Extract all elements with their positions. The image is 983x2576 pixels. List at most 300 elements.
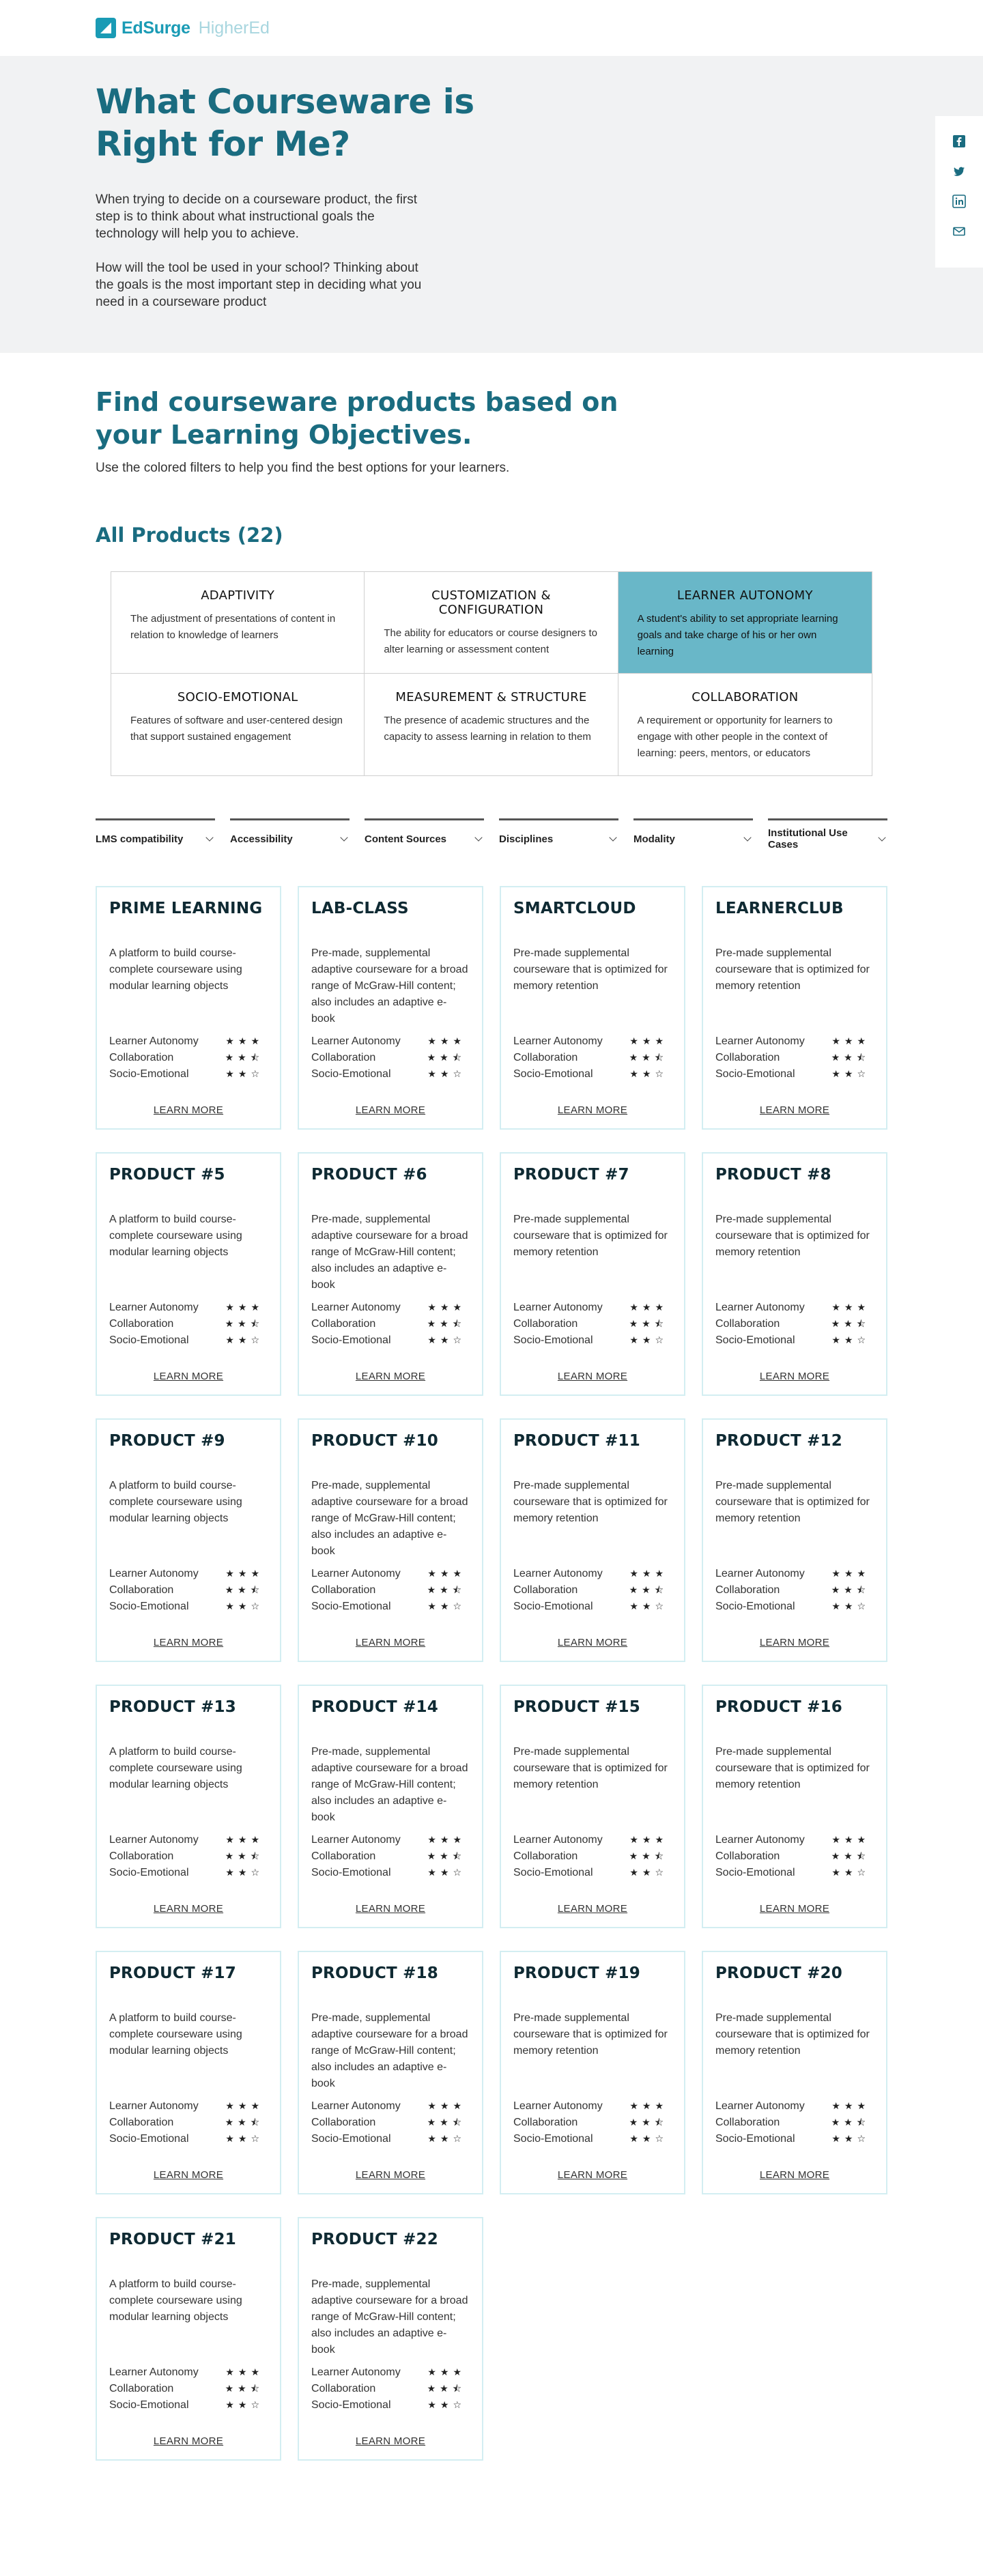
rating-label: Collaboration — [109, 1850, 174, 1862]
rating-label: Collaboration — [715, 1584, 780, 1596]
star-rating-icon: ★★☆ — [427, 1335, 466, 1346]
rating-label: Learner Autonomy — [109, 1035, 199, 1047]
filter-socio-emotional[interactable] — [111, 674, 365, 775]
product-card — [298, 2217, 483, 2461]
logo-name: EdSurge — [122, 18, 190, 38]
rating-learner-autonomy — [513, 2098, 668, 2115]
learn-more-link[interactable]: LEARN MORE — [153, 1903, 224, 1915]
filter-name: MEASUREMENT & STRUCTURE — [395, 690, 587, 704]
product-description: A platform to build course-complete courseware using modular learning objects — [109, 2012, 242, 2057]
rating-collaboration — [715, 1582, 870, 1599]
chevron-down-icon — [474, 833, 482, 841]
rating-learner-autonomy — [311, 1300, 466, 1316]
rating-label: Collaboration — [311, 1584, 376, 1596]
product-description: A platform to build course-complete courseware using modular learning objects — [109, 1214, 242, 1258]
rating-label: Socio-Emotional — [513, 1601, 593, 1612]
product-card — [500, 1418, 685, 1662]
dropdown-label: Content Sources — [365, 833, 447, 845]
learn-more-link[interactable]: LEARN MORE — [759, 1637, 830, 1648]
product-ratings — [311, 1300, 466, 1349]
learn-more-link[interactable]: LEARN MORE — [557, 1637, 628, 1648]
rating-learner-autonomy — [109, 1832, 263, 1848]
rating-collaboration — [311, 1582, 466, 1599]
rating-learner-autonomy — [513, 1300, 668, 1316]
product-ratings — [109, 1566, 263, 1615]
product-title: PRODUCT #7 — [513, 1166, 629, 1184]
rating-collaboration — [109, 2115, 263, 2131]
dropdown-label: Disciplines — [499, 833, 554, 845]
star-rating-icon: ★★⯪ — [629, 1585, 668, 1596]
product-title: PRODUCT #16 — [715, 1698, 842, 1716]
rating-label: Learner Autonomy — [311, 1302, 401, 1313]
filter-name: LEARNER AUTONOMY — [676, 588, 813, 603]
star-rating-icon: ★★☆ — [225, 1601, 263, 1612]
rating-learner-autonomy — [311, 1832, 466, 1848]
learn-more-link[interactable]: LEARN MORE — [153, 2435, 224, 2447]
product-ratings — [109, 1832, 263, 1881]
product-description: Pre-made supplemental courseware that is optimized for memory retention — [715, 1214, 870, 1258]
rating-label: Collaboration — [513, 1052, 578, 1063]
star-rating-icon: ★★⯪ — [427, 1851, 466, 1862]
learn-more-link[interactable]: LEARN MORE — [153, 1637, 224, 1648]
star-rating-icon: ★★★ — [831, 1569, 870, 1579]
product-title: PRODUCT #21 — [109, 2231, 236, 2248]
rating-learner-autonomy — [715, 1832, 870, 1848]
rating-label: Learner Autonomy — [109, 2100, 199, 2112]
product-title: PRODUCT #12 — [715, 1432, 842, 1450]
star-rating-icon: ★★★ — [427, 1302, 466, 1313]
dropdown-modality[interactable] — [633, 818, 753, 850]
rating-label: Learner Autonomy — [513, 1834, 603, 1846]
product-card — [702, 886, 887, 1130]
filter-name: SOCIO-EMOTIONAL — [177, 690, 298, 704]
product-card — [96, 1685, 281, 1928]
rating-collaboration — [311, 2381, 466, 2397]
learn-more-link[interactable]: LEARN MORE — [557, 2169, 628, 2181]
rating-collaboration — [311, 1316, 466, 1332]
product-card — [96, 2217, 281, 2461]
product-description: Pre-made supplemental courseware that is optimized for memory retention — [715, 1746, 870, 1790]
chevron-down-icon — [743, 833, 751, 841]
product-description: Pre-made supplemental courseware that is optimized for memory retention — [715, 2012, 870, 2057]
dropdown-content-sources[interactable] — [365, 818, 484, 850]
star-rating-icon: ★★★ — [629, 1036, 668, 1047]
rating-label: Learner Autonomy — [109, 2366, 199, 2378]
rating-label: Socio-Emotional — [513, 2133, 593, 2145]
product-description: A platform to build course-complete courseware using modular learning objects — [109, 1480, 242, 1524]
filter-description: A requirement or opportunity for learners to engage with other people in the context of learning: peers, mentors, or educators — [637, 715, 833, 759]
star-rating-icon: ★★⯪ — [427, 2117, 466, 2128]
learn-more-link[interactable]: LEARN MORE — [759, 2169, 830, 2181]
rating-label: Learner Autonomy — [311, 2366, 401, 2378]
filter-adaptivity[interactable] — [111, 572, 365, 674]
learn-more-link[interactable]: LEARN MORE — [355, 1104, 426, 1116]
rating-collaboration — [109, 1316, 263, 1332]
edsurge-logo-icon — [96, 18, 116, 38]
star-rating-icon: ★★★ — [427, 2101, 466, 2112]
product-description: Pre-made supplemental courseware that is optimized for memory retention — [513, 1746, 668, 1790]
rating-socio-emotional — [715, 2131, 870, 2147]
product-description: Pre-made supplemental courseware that is optimized for memory retention — [715, 1480, 870, 1524]
rating-label: Collaboration — [715, 2117, 780, 2128]
product-card — [500, 886, 685, 1130]
hero-paragraph-1: When trying to decide on a courseware product, the first step is to think about what instructional goals the technology will help you to achieve. — [96, 192, 418, 241]
product-title: PRODUCT #20 — [715, 1964, 842, 1982]
learn-more-link[interactable]: LEARN MORE — [355, 2169, 426, 2181]
product-title: LEARNERCLUB — [715, 900, 844, 917]
product-ratings — [715, 2098, 870, 2147]
rating-label: Collaboration — [109, 1318, 174, 1330]
product-card — [96, 1152, 281, 1396]
star-rating-icon: ★★★ — [629, 1569, 668, 1579]
product-grid — [96, 886, 889, 2461]
product-title: PRODUCT #17 — [109, 1964, 236, 1982]
rating-socio-emotional — [513, 1865, 668, 1881]
rating-socio-emotional — [109, 1599, 263, 1615]
rating-label: Collaboration — [311, 1318, 376, 1330]
learn-more-link[interactable]: LEARN MORE — [759, 1903, 830, 1915]
product-ratings — [513, 1566, 668, 1615]
rating-label: Collaboration — [513, 1318, 578, 1330]
product-ratings — [109, 1033, 263, 1083]
product-card — [298, 1951, 483, 2194]
star-rating-icon: ★★☆ — [831, 2134, 870, 2145]
star-rating-icon: ★★☆ — [225, 2134, 263, 2145]
rating-socio-emotional — [109, 1332, 263, 1349]
star-rating-icon: ★★☆ — [225, 1335, 263, 1346]
product-title: PRODUCT #14 — [311, 1698, 438, 1716]
star-rating-icon: ★★★ — [225, 1569, 263, 1579]
product-description: A platform to build course-complete courseware using modular learning objects — [109, 947, 242, 992]
learn-more-link[interactable]: LEARN MORE — [355, 1903, 426, 1915]
learn-more-link[interactable]: LEARN MORE — [355, 1371, 426, 1382]
star-rating-icon: ★★☆ — [831, 1867, 870, 1878]
rating-learner-autonomy — [513, 1566, 668, 1582]
product-title: PRODUCT #6 — [311, 1166, 427, 1184]
rating-label: Socio-Emotional — [311, 1867, 391, 1878]
rating-label: Learner Autonomy — [715, 1302, 805, 1313]
rating-label: Collaboration — [109, 2383, 174, 2394]
rating-label: Socio-Emotional — [109, 1334, 189, 1346]
star-rating-icon: ★★★ — [225, 2367, 263, 2378]
rating-learner-autonomy — [311, 1033, 466, 1050]
dropdown-disciplines[interactable] — [499, 818, 618, 850]
rating-learner-autonomy — [109, 1033, 263, 1050]
rating-label: Socio-Emotional — [311, 2133, 391, 2145]
filter-description: The presence of academic structures and the capacity to assess learning in relation to them — [384, 715, 591, 743]
star-rating-icon: ★★☆ — [629, 2134, 668, 2145]
star-rating-icon: ★★☆ — [427, 1601, 466, 1612]
rating-collaboration — [715, 1050, 870, 1066]
star-rating-icon: ★★☆ — [225, 1867, 263, 1878]
product-description: Pre-made, supplemental adaptive courseware for a broad range of McGraw-Hill content; also includes an adaptive e-book — [311, 947, 468, 1025]
rating-label: Learner Autonomy — [715, 1568, 805, 1579]
rating-label: Collaboration — [513, 1850, 578, 1862]
star-rating-icon: ★★☆ — [427, 1867, 466, 1878]
filter-customization-configuration[interactable] — [365, 572, 618, 674]
star-rating-icon: ★★⯪ — [225, 1585, 263, 1596]
star-rating-icon: ★★★ — [427, 1569, 466, 1579]
rating-learner-autonomy — [311, 1566, 466, 1582]
rating-label: Learner Autonomy — [311, 2100, 401, 2112]
rating-learner-autonomy — [715, 2098, 870, 2115]
product-card — [298, 1152, 483, 1396]
star-rating-icon: ★★⯪ — [629, 2117, 668, 2128]
rating-learner-autonomy — [513, 1832, 668, 1848]
product-card — [702, 1685, 887, 1928]
product-ratings — [311, 1033, 466, 1083]
star-rating-icon: ★★⯪ — [629, 1053, 668, 1063]
filter-description: A student's ability to set appropriate learning goals and take charge of his or her own learning — [637, 613, 838, 657]
rating-label: Collaboration — [513, 2117, 578, 2128]
star-rating-icon: ★★★ — [225, 1302, 263, 1313]
rating-learner-autonomy — [715, 1566, 870, 1582]
product-ratings — [513, 2098, 668, 2147]
star-rating-icon: ★★☆ — [427, 2134, 466, 2145]
filter-collaboration[interactable] — [618, 674, 872, 775]
email-icon[interactable] — [952, 224, 967, 239]
rating-label: Learner Autonomy — [513, 2100, 603, 2112]
learn-more-link[interactable]: LEARN MORE — [557, 1903, 628, 1915]
product-ratings — [715, 1566, 870, 1615]
product-ratings — [311, 1832, 466, 1881]
star-rating-icon: ★★⯪ — [629, 1319, 668, 1330]
rating-label: Socio-Emotional — [513, 1068, 593, 1080]
rating-learner-autonomy — [715, 1300, 870, 1316]
product-ratings — [311, 2098, 466, 2147]
star-rating-icon: ★★★ — [629, 2101, 668, 2112]
star-rating-icon: ★★⯪ — [225, 2384, 263, 2394]
rating-socio-emotional — [109, 1066, 263, 1083]
rating-socio-emotional — [715, 1599, 870, 1615]
product-ratings — [109, 2098, 263, 2147]
rating-label: Socio-Emotional — [715, 1334, 795, 1346]
star-rating-icon: ★★⯪ — [225, 1319, 263, 1330]
star-rating-icon: ★★★ — [831, 1302, 870, 1313]
filter-description: The ability for educators or course designers to alter learning or assessment content — [384, 627, 597, 655]
twitter-icon[interactable] — [952, 164, 967, 179]
product-ratings — [513, 1033, 668, 1083]
rating-label: Collaboration — [109, 1052, 174, 1063]
rating-socio-emotional — [513, 1066, 668, 1083]
dropdown-lms-compatibility[interactable] — [96, 818, 215, 850]
star-rating-icon: ★★☆ — [427, 2400, 466, 2411]
product-ratings — [715, 1033, 870, 1083]
star-rating-icon: ★★☆ — [629, 1867, 668, 1878]
learn-more-link[interactable]: LEARN MORE — [355, 2435, 426, 2447]
share-sidebar — [935, 116, 983, 268]
star-rating-icon: ★★⯪ — [831, 1585, 870, 1596]
rating-label: Socio-Emotional — [513, 1867, 593, 1878]
rating-collaboration — [513, 1582, 668, 1599]
product-ratings — [715, 1832, 870, 1881]
rating-label: Learner Autonomy — [109, 1302, 199, 1313]
filter-measurement-structure[interactable] — [365, 674, 618, 775]
product-card — [702, 1951, 887, 2194]
product-card — [500, 1685, 685, 1928]
product-ratings — [109, 1300, 263, 1349]
rating-label: Collaboration — [715, 1850, 780, 1862]
star-rating-icon: ★★★ — [427, 1036, 466, 1047]
product-description: Pre-made supplemental courseware that is optimized for memory retention — [513, 2012, 668, 2057]
rating-collaboration — [513, 2115, 668, 2131]
product-title: PRODUCT #9 — [109, 1432, 225, 1450]
objective-filter-grid — [111, 571, 872, 776]
rating-socio-emotional — [311, 2131, 466, 2147]
rating-socio-emotional — [109, 2397, 263, 2414]
star-rating-icon: ★★⯪ — [225, 1053, 263, 1063]
dropdown-label: LMS compatibility — [96, 833, 184, 845]
rating-socio-emotional — [311, 1332, 466, 1349]
product-card — [298, 1685, 483, 1928]
rating-learner-autonomy — [715, 1033, 870, 1050]
product-description: Pre-made, supplemental adaptive courseware for a broad range of McGraw-Hill content; also includes an adaptive e-book — [311, 1214, 468, 1291]
product-title: PRODUCT #22 — [311, 2231, 438, 2248]
rating-socio-emotional — [513, 1599, 668, 1615]
logo-subtitle: HigherEd — [198, 18, 270, 38]
product-ratings — [513, 1832, 668, 1881]
product-title: PRODUCT #19 — [513, 1964, 640, 1982]
learn-more-link[interactable]: LEARN MORE — [153, 2169, 224, 2181]
hero-title: What Courseware is Right for Me? — [96, 82, 474, 164]
edsurge-logo[interactable] — [96, 18, 270, 38]
rating-label: Socio-Emotional — [715, 1601, 795, 1612]
rating-label: Socio-Emotional — [715, 1867, 795, 1878]
product-description: Pre-made supplemental courseware that is optimized for memory retention — [715, 947, 870, 992]
rating-learner-autonomy — [109, 1300, 263, 1316]
rating-collaboration — [311, 1050, 466, 1066]
star-rating-icon: ★★☆ — [831, 1335, 870, 1346]
star-rating-icon: ★★☆ — [629, 1335, 668, 1346]
rating-label: Socio-Emotional — [715, 1068, 795, 1080]
facebook-icon[interactable] — [952, 134, 967, 149]
rating-collaboration — [715, 1316, 870, 1332]
chevron-down-icon — [340, 833, 347, 841]
filter-name: ADAPTIVITY — [201, 588, 275, 603]
product-card — [298, 1418, 483, 1662]
filter-description: Features of software and user-centered design that support sustained engagement — [130, 715, 343, 743]
product-card — [702, 1418, 887, 1662]
star-rating-icon: ★★☆ — [831, 1069, 870, 1080]
rating-socio-emotional — [513, 1332, 668, 1349]
learn-more-link[interactable]: LEARN MORE — [759, 1371, 830, 1382]
rating-socio-emotional — [513, 2131, 668, 2147]
learn-more-link[interactable]: LEARN MORE — [557, 1104, 628, 1116]
star-rating-icon: ★★⯪ — [427, 1585, 466, 1596]
star-rating-icon: ★★☆ — [225, 2400, 263, 2411]
rating-label: Socio-Emotional — [715, 2133, 795, 2145]
filter-learner-autonomy[interactable] — [618, 572, 872, 674]
product-card — [96, 1418, 281, 1662]
rating-label: Collaboration — [311, 1052, 376, 1063]
star-rating-icon: ★★⯪ — [831, 2117, 870, 2128]
rating-label: Socio-Emotional — [311, 1068, 391, 1080]
chevron-down-icon — [205, 833, 213, 841]
rating-label: Learner Autonomy — [109, 1568, 199, 1579]
rating-label: Collaboration — [715, 1318, 780, 1330]
star-rating-icon: ★★⯪ — [427, 2384, 466, 2394]
rating-label: Socio-Emotional — [109, 1601, 189, 1612]
rating-collaboration — [311, 1848, 466, 1865]
product-description: A platform to build course-complete courseware using modular learning objects — [109, 2278, 242, 2323]
filter-description: The adjustment of presentations of content in relation to knowledge of learners — [130, 613, 336, 641]
star-rating-icon: ★★☆ — [629, 1069, 668, 1080]
rating-label: Collaboration — [513, 1584, 578, 1596]
learn-more-link[interactable]: LEARN MORE — [355, 1637, 426, 1648]
product-description: A platform to build course-complete courseware using modular learning objects — [109, 1746, 242, 1790]
rating-label: Learner Autonomy — [715, 1035, 805, 1047]
rating-label: Collaboration — [311, 2117, 376, 2128]
linkedin-icon[interactable] — [952, 194, 967, 209]
dropdown-label: Institutional Use Cases — [768, 827, 848, 850]
rating-learner-autonomy — [109, 2364, 263, 2381]
learn-more-link[interactable]: LEARN MORE — [153, 1371, 224, 1382]
filter-name: COLLABORATION — [692, 690, 799, 704]
star-rating-icon: ★★★ — [225, 1835, 263, 1846]
rating-socio-emotional — [715, 1332, 870, 1349]
chevron-down-icon — [878, 833, 885, 841]
rating-socio-emotional — [311, 1599, 466, 1615]
rating-learner-autonomy — [109, 2098, 263, 2115]
product-ratings — [109, 2364, 263, 2414]
star-rating-icon: ★★⯪ — [225, 2117, 263, 2128]
star-rating-icon: ★★★ — [831, 2101, 870, 2112]
product-title: PRODUCT #18 — [311, 1964, 438, 1982]
learn-more-link[interactable]: LEARN MORE — [153, 1104, 224, 1116]
rating-label: Learner Autonomy — [513, 1302, 603, 1313]
rating-label: Socio-Emotional — [109, 1867, 189, 1878]
star-rating-icon: ★★★ — [629, 1835, 668, 1846]
rating-label: Socio-Emotional — [109, 2399, 189, 2411]
product-card — [96, 886, 281, 1130]
learn-more-link[interactable]: LEARN MORE — [557, 1371, 628, 1382]
dropdown-accessibility[interactable] — [230, 818, 350, 850]
rating-label: Socio-Emotional — [109, 1068, 189, 1080]
star-rating-icon: ★★⯪ — [629, 1851, 668, 1862]
product-ratings — [513, 1300, 668, 1349]
rating-label: Learner Autonomy — [715, 1834, 805, 1846]
rating-learner-autonomy — [109, 1566, 263, 1582]
product-card — [702, 1152, 887, 1396]
rating-collaboration — [109, 1582, 263, 1599]
rating-collaboration — [513, 1050, 668, 1066]
product-title: PRODUCT #15 — [513, 1698, 640, 1716]
rating-label: Socio-Emotional — [311, 1334, 391, 1346]
learn-more-link[interactable]: LEARN MORE — [759, 1104, 830, 1116]
star-rating-icon: ★★☆ — [225, 1069, 263, 1080]
rating-learner-autonomy — [513, 1033, 668, 1050]
all-products-heading: All Products (22) — [96, 524, 283, 547]
rating-label: Collaboration — [715, 1052, 780, 1063]
dropdown-institutional-use-cases[interactable] — [768, 818, 887, 850]
rating-label: Collaboration — [311, 1850, 376, 1862]
star-rating-icon: ★★☆ — [427, 1069, 466, 1080]
objectives-section — [0, 353, 983, 547]
rating-collaboration — [715, 1848, 870, 1865]
star-rating-icon: ★★★ — [427, 2367, 466, 2378]
product-description: Pre-made supplemental courseware that is optimized for memory retention — [513, 1480, 668, 1524]
product-ratings — [311, 2364, 466, 2414]
rating-collaboration — [513, 1316, 668, 1332]
product-title: PRIME LEARNING — [109, 900, 263, 917]
hero-paragraph-2: How will the tool be used in your school? Thinking about the goals is the most important step in deciding what you need in a courseware product — [96, 261, 422, 309]
rating-socio-emotional — [311, 2397, 466, 2414]
rating-socio-emotional — [715, 1066, 870, 1083]
star-rating-icon: ★★⯪ — [831, 1851, 870, 1862]
rating-collaboration — [311, 2115, 466, 2131]
product-description: Pre-made supplemental courseware that is optimized for memory retention — [513, 1214, 668, 1258]
rating-collaboration — [109, 2381, 263, 2397]
